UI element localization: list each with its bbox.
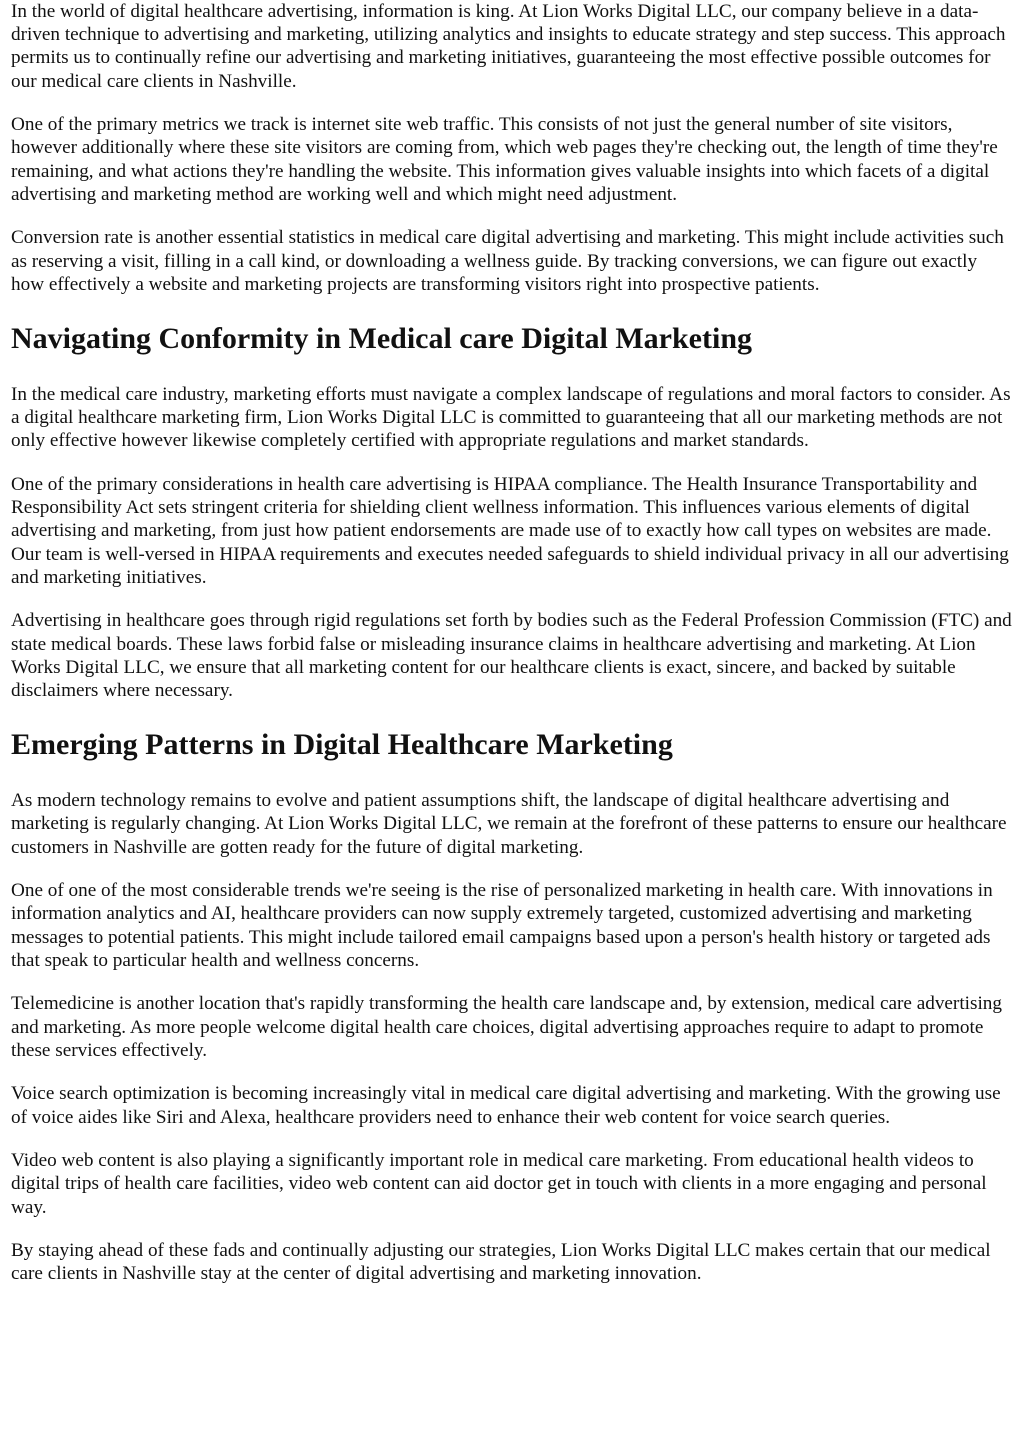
paragraph: As modern technology remains to evolve and patient assumptions shift, the landscape of digital healthcare advertising and marketing is regularly changing. At Lion Works Digital LLC, we remain at the forefront of these patterns to ensure our healthcare customers in Nashville are gotten ready for the future of digital marketing. [11, 790, 1007, 858]
paragraph: Advertising in healthcare goes through rigid regulations set forth by bodies such as the Federal Profession Commission (FTC) and state medical boards. These laws forbid false or misleading insurance claims in healthcare advertising and marketing. At Lion Works Digital LLC, we ensure that all marketing content for our healthcare clients is exact, sincere, and backed by suitable disclaimers where necessary. [11, 610, 1012, 702]
paragraph: In the world of digital healthcare advertising, information is king. At Lion Works Digital LLC, our company believe in a data-driven technique to advertising and marketing, utilizing analytics and insights to educate strategy and step success. This approach permits us to continually refine our advertising and marketing initiatives, guaranteeing the most effective possible outcomes for our medical care clients in Nashville. [11, 1, 1006, 92]
paragraph: Conversion rate is another essential statistics in medical care digital advertising and marketing. This might include activities such as reserving a visit, filling in a call kind, or downloading a wellness guide. By tracking conversions, we can figure out exactly how effectively a website and marketing projects are transforming visitors right into prospective patients. [11, 227, 1004, 295]
paragraph: In the medical care industry, marketing efforts must navigate a complex landscape of regulations and moral factors to consider. As a digital healthcare marketing firm, Lion Works Digital LLC is committed to guaranteeing that all our marketing methods are not only effective however likewise completely certified with appropriate regulations and market standards. [11, 384, 1011, 452]
section-heading-compliance: Navigating Conformity in Medical care Digital Marketing [11, 322, 753, 356]
section-heading-trends: Emerging Patterns in Digital Healthcare Marketing [11, 728, 673, 762]
paragraph: Video web content is also playing a significantly important role in medical care marketing. From educational health videos to digital trips of health care facilities, video web content can aid doctor get in touch with clients in a more engaging and personal way. [11, 1150, 987, 1218]
paragraph: One of the primary metrics we track is internet site web traffic. This consists of not just the general number of site visitors, however additionally where these site visitors are coming from, which web pages they're checking out, the length of time they're remaining, and what actions they're handling the website. This information gives valuable insights into which facets of a digital advertising and marketing method are working well and which might need adjustment. [11, 114, 998, 205]
paragraph: By staying ahead of these fads and continually adjusting our strategies, Lion Works Digital LLC makes certain that our medical care clients in Nashville stay at the center of digital advertising and marketing innovation. [11, 1240, 991, 1285]
paragraph: One of the primary considerations in health care advertising is HIPAA compliance. The Health Insurance Transportability and Responsibility Act sets stringent criteria for shielding client wellness information. This influences various elements of digital advertising and marketing, from just how patient endorsements are made use of to exactly how call types on websites are made. Our team is well-versed in HIPAA requirements and executes needed safeguards to shield individual privacy in all our advertising and marketing initiatives. [11, 474, 1009, 588]
paragraph: Telemedicine is another location that's rapidly transforming the health care landscape and, by extension, medical care advertising and marketing. As more people welcome digital health care choices, digital advertising approaches require to adapt to promote these services effectively. [11, 993, 1002, 1061]
paragraph: Voice search optimization is becoming increasingly vital in medical care digital advertising and marketing. With the growing use of voice aides like Siri and Alexa, healthcare providers need to enhance their web content for voice search queries. [11, 1083, 1001, 1128]
paragraph: One of one of the most considerable trends we're seeing is the rise of personalized marketing in health care. With innovations in information analytics and AI, healthcare providers can now supply extremely targeted, customized advertising and marketing messages to potential patients. This might include tailored email campaigns based upon a person's health history or targeted ads that speak to particular health and wellness concerns. [11, 880, 993, 971]
article-body [11, 0, 1014, 1286]
